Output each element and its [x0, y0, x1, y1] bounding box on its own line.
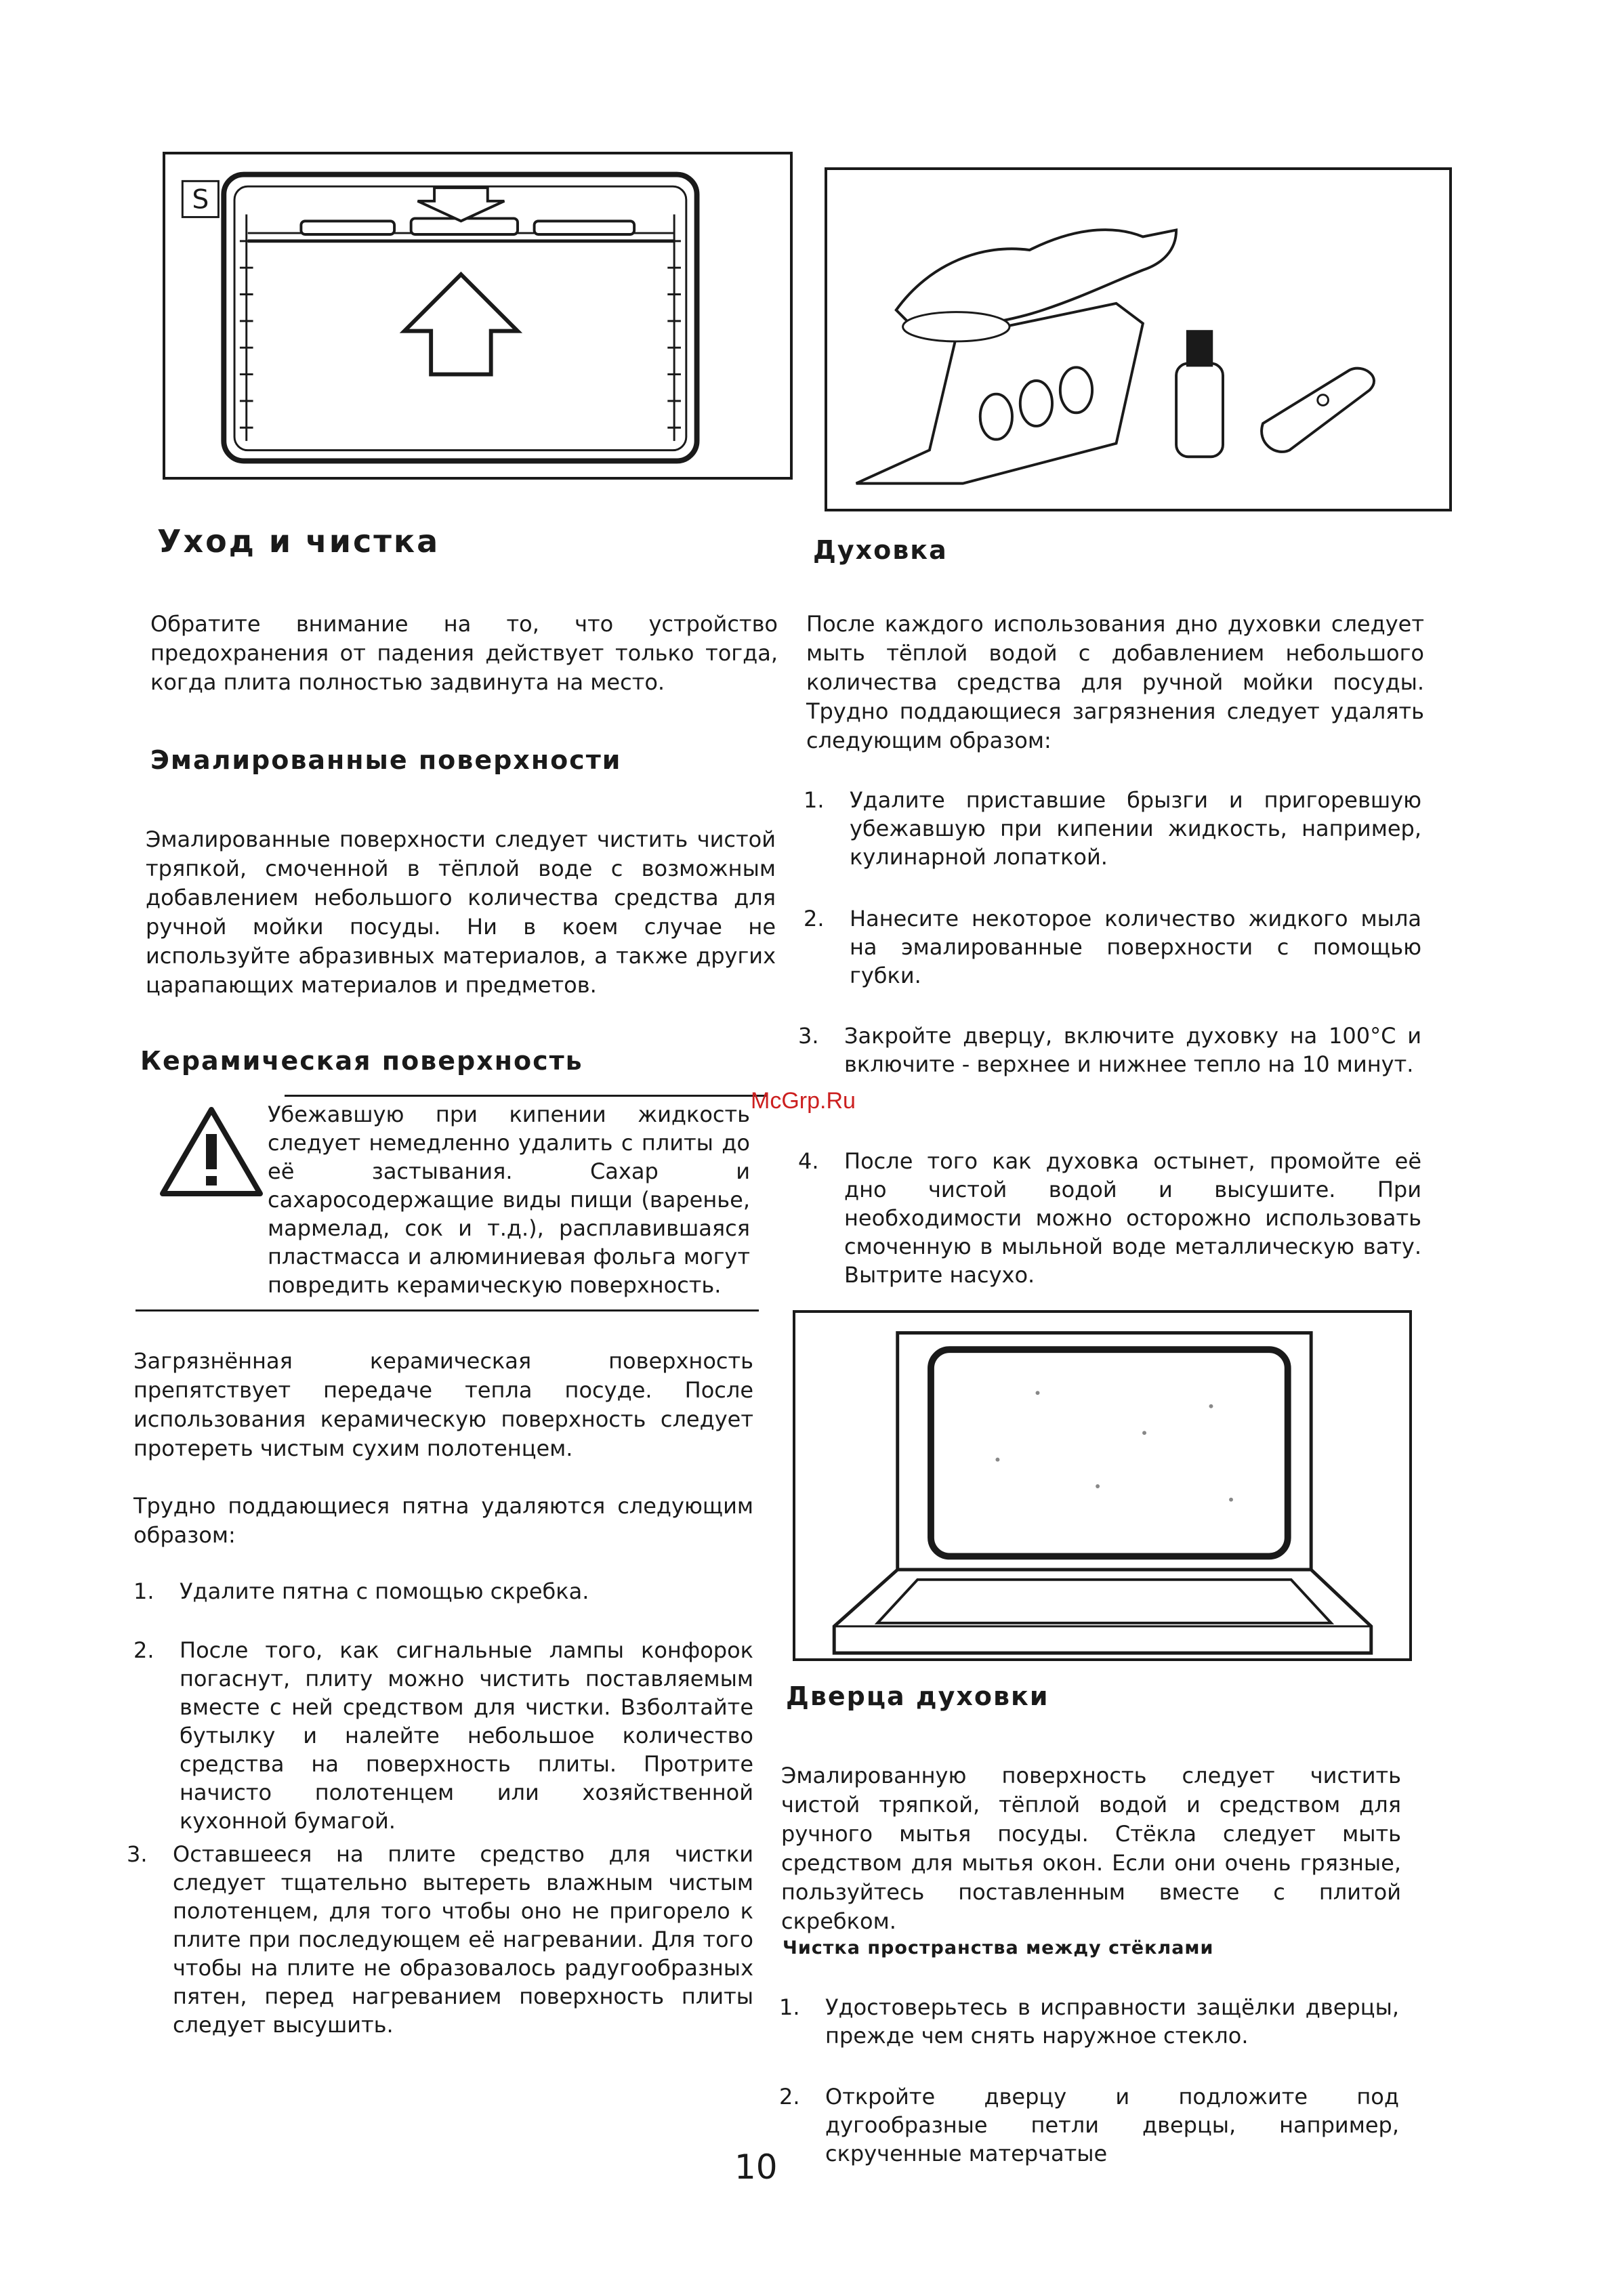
oven-paragraph: После каждого использования дно духовки следует мыть тёплой водой с добавлением небольшого количества средства для ручной мойки посуды. Трудно поддающиеся загрязнения следует удалять следующим образом: [806, 611, 1424, 753]
oven-door-figure [793, 1310, 1412, 1661]
oven-heading: Духовка [813, 535, 948, 565]
list-item [127, 1840, 753, 2039]
hob-cleaning-figure [825, 167, 1452, 511]
list-item-text: Нанесите некоторое количество жидкого мыла на эмалированные поверхности с помощью губки. [850, 906, 1421, 988]
oven-rack-illustration [165, 154, 790, 477]
ceramic-paragraph-2: Трудно поддающиеся пятна удаляются следующим образом: [133, 1493, 753, 1548]
list-item-number: 2. [779, 2084, 800, 2110]
list-item-number: 1. [804, 787, 825, 813]
list-item-number: 2. [133, 1637, 154, 1663]
watermark: McGrp.Ru [751, 1088, 856, 1114]
list-item-number: 1. [133, 1578, 154, 1604]
warning-paragraph: Убежавшую при кипении жидкость следует немедленно удалить с плиты до её застывания. Сахар и сахаросодержащие виды пищи (варенье, мармелад, сок и т.д.), расплавившаяся пластмасса и алюминиевая фольга могут повредить керамическую поверхность. [268, 1101, 750, 1298]
list-item-text: Откройте дверцу и подложите под дугообразные петли дверцы, например, скрученные матерчатые [825, 2084, 1399, 2166]
list-item-text: Удалите пятна с помощью скребка. [180, 1578, 589, 1604]
ceramic-paragraph-1: Загрязнённая керамическая поверхность препятствует передаче тепла посуде. После использования керамическую поверхность следует протереть чистым сухим полотенцем. [133, 1348, 753, 1461]
door-paragraph: Эмалированную поверхность следует чистить чистой тряпкой, тёплой водой и средством для ручного мытья посуды. Стёкла следует мыть средством для мытья окон. Если они очень грязные, пользуйтесь поставленным вместе с плитой скребком. [781, 1763, 1401, 1934]
list-item [804, 786, 1421, 871]
list-item [133, 1577, 753, 1606]
warning-top-rule [285, 1095, 767, 1097]
rack-label-s: S [192, 184, 209, 215]
ceramic-heading: Керамическая поверхность [140, 1046, 583, 1076]
door-heading: Дверца духовки [786, 1681, 1049, 1711]
enamel-heading: Эмалированные поверхности [150, 745, 622, 775]
list-item-text: Оставшееся на плите средство для чистки следует тщательно вытереть влажным чистым полотенцем, для того чтобы оно не пригорело к плите при последующем её нагревании. Для того чтобы на плите не образовалось радугообразных пятен, перед нагреванием поверхность плиты следует высушить. [173, 1841, 753, 2038]
page-title: Уход и чистка [157, 523, 440, 560]
list-item [779, 2082, 1399, 2168]
list-item-text: Закройте дверцу, включите духовку на 100°С и включите - верхнее и нижнее тепло на 10 минут. [844, 1023, 1421, 1077]
oven-door-illustration [795, 1313, 1409, 1658]
glass-heading: Чистка пространства между стёклами [783, 1937, 1214, 1958]
list-item-text: Удалите приставшие брызги и пригоревшую убежавшую при кипении жидкость, например, кулинарной лопаткой. [850, 787, 1421, 870]
enamel-paragraph: Эмалированные поверхности следует чистить чистой тряпкой, смоченной в тёплой воде с возможным добавлением небольшого количества средства для ручной мойки посуды. Ни в коем случае не используйте абразивных материалов, а также других царапающих материалов и предметов. [146, 826, 776, 998]
list-item-number: 4. [798, 1148, 819, 1174]
list-item-text: После того как духовка остынет, промойте её дно чистой водой и высушите. При необходимости можно осторожно использовать смоченную в мыльной воде металлическую вату. Вытрите насухо. [844, 1148, 1421, 1288]
list-item-text: Удостоверьтесь в исправности защёлки дверцы, прежде чем снять наружное стекло. [825, 1994, 1399, 2049]
hob-cleaning-illustration [827, 170, 1449, 509]
list-item [779, 1993, 1399, 2050]
page-number: 10 [734, 2147, 778, 2187]
list-item [133, 1636, 753, 1835]
list-item-number: 3. [127, 1841, 148, 1867]
list-item-number: 3. [798, 1023, 819, 1049]
oven-rack-figure [163, 152, 793, 480]
list-item [804, 904, 1421, 990]
warning-icon [157, 1104, 266, 1199]
list-item-number: 2. [804, 906, 825, 931]
list-item [798, 1147, 1421, 1289]
list-item-number: 1. [779, 1994, 800, 2020]
intro-paragraph: Обратите внимание на то, что устройство предохранения от падения действует только тогда, когда плита полностью задвинута на место. [150, 611, 778, 695]
list-item-text: После того, как сигнальные лампы конфорок погаснут, плиту можно чистить поставляемым вместе с ней средством для чистки. Взболтайте бутылку и налейте небольшое количество средства на поверхность плиты. Протрите начисто полотенцем или хозяйственной кухонной бумагой. [180, 1637, 753, 1834]
warning-bottom-rule [136, 1309, 759, 1312]
list-item [798, 1022, 1421, 1078]
